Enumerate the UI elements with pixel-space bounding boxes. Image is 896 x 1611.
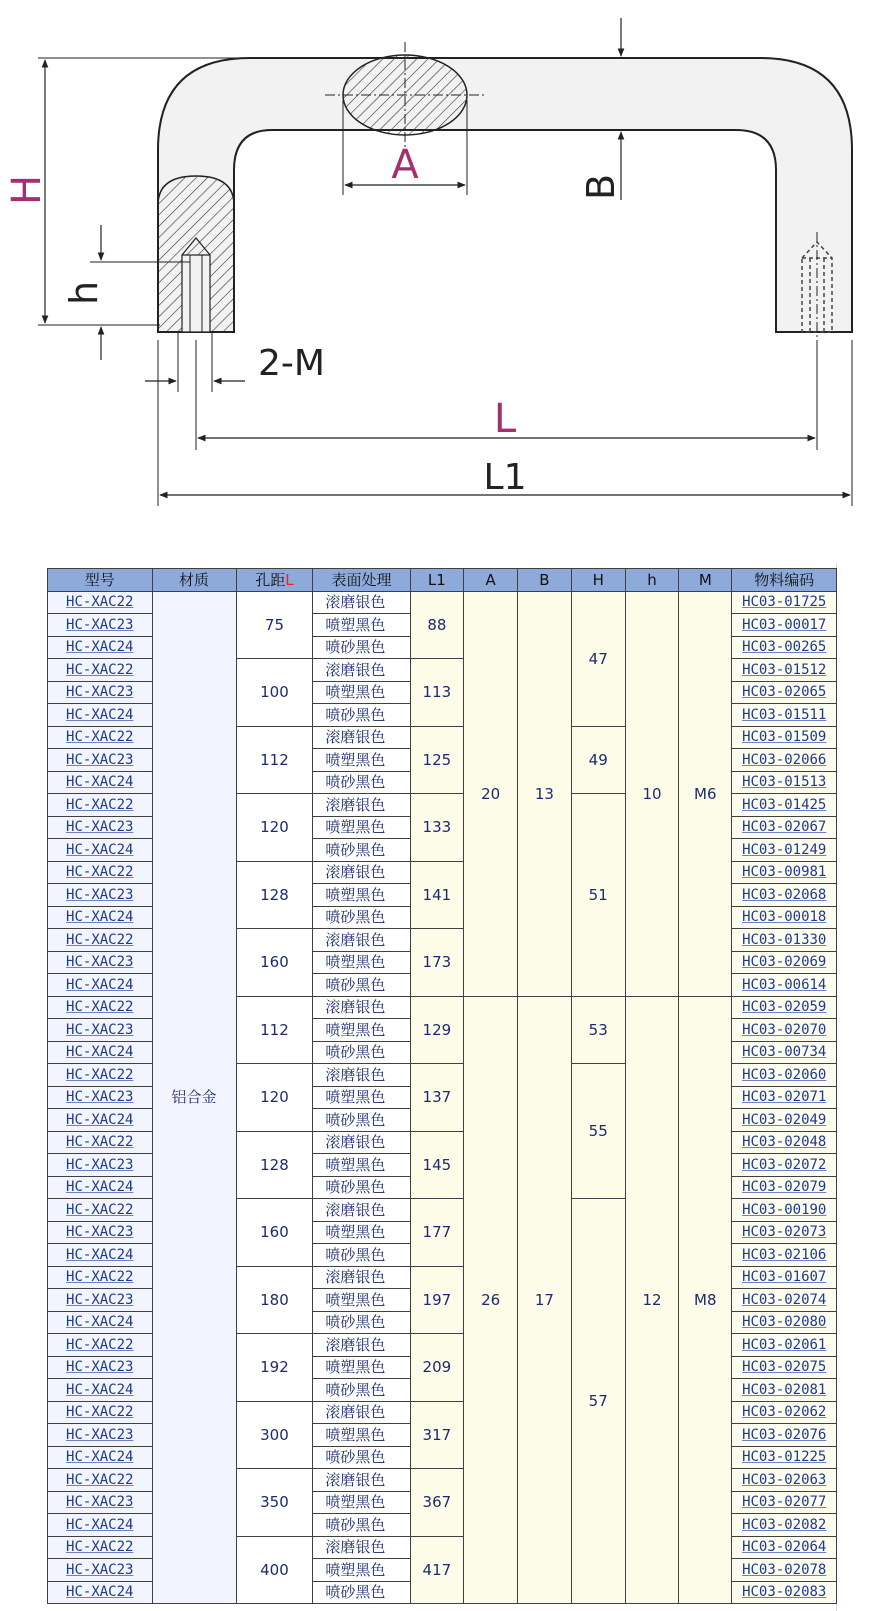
finish-cell: 滚磨银色 — [313, 1131, 410, 1154]
finish-cell: 喷塑黑色 — [313, 681, 410, 704]
a-cell: 26 — [464, 996, 518, 1604]
model-cell: HC-XAC23 — [48, 1356, 153, 1379]
code-cell: HC03-02076 — [732, 1424, 837, 1447]
model-cell: HC-XAC23 — [48, 1559, 153, 1582]
header-l1: L1 — [410, 569, 463, 592]
code-cell: HC03-02060 — [732, 1064, 837, 1087]
b-cell: 17 — [518, 996, 571, 1604]
code-cell: HC03-02048 — [732, 1131, 837, 1154]
code-cell: HC03-02079 — [732, 1176, 837, 1199]
finish-cell: 滚磨银色 — [313, 1469, 410, 1492]
finish-cell: 喷塑黑色 — [313, 1154, 410, 1177]
finish-cell: 喷塑黑色 — [313, 884, 410, 907]
l1-cell: 133 — [410, 794, 463, 862]
code-cell: HC03-01511 — [732, 704, 837, 727]
code-cell: HC03-01330 — [732, 929, 837, 952]
model-cell: HC-XAC22 — [48, 861, 153, 884]
model-cell: HC-XAC23 — [48, 1086, 153, 1109]
finish-cell: 喷砂黑色 — [313, 1379, 410, 1402]
finish-cell: 滚磨银色 — [313, 1199, 410, 1222]
pitch-cell: 160 — [236, 929, 313, 997]
pitch-cell: 400 — [236, 1536, 313, 1604]
model-cell: HC-XAC24 — [48, 704, 153, 727]
finish-cell: 喷塑黑色 — [313, 1019, 410, 1042]
handle-drawing — [0, 0, 896, 540]
l1-cell: 125 — [410, 726, 463, 794]
code-cell: HC03-02059 — [732, 996, 837, 1019]
model-cell: HC-XAC23 — [48, 1289, 153, 1312]
model-cell: HC-XAC22 — [48, 1199, 153, 1222]
model-cell: HC-XAC23 — [48, 884, 153, 907]
l1-cell: 145 — [410, 1131, 463, 1199]
model-cell: HC-XAC23 — [48, 1154, 153, 1177]
header-finish: 表面处理 — [313, 569, 410, 592]
model-cell: HC-XAC22 — [48, 1064, 153, 1087]
code-cell: HC03-01225 — [732, 1446, 837, 1469]
code-cell: HC03-02049 — [732, 1109, 837, 1132]
pitch-cell: 180 — [236, 1266, 313, 1334]
model-cell: HC-XAC22 — [48, 1334, 153, 1357]
finish-cell: 喷塑黑色 — [313, 614, 410, 637]
code-cell: HC03-02083 — [732, 1581, 837, 1604]
code-cell: HC03-02062 — [732, 1401, 837, 1424]
code-cell: HC03-02064 — [732, 1536, 837, 1559]
code-cell: HC03-02080 — [732, 1311, 837, 1334]
header-material: 材质 — [152, 569, 236, 592]
l1-cell: 177 — [410, 1199, 463, 1267]
finish-cell: 喷砂黑色 — [313, 1176, 410, 1199]
b-cell: 13 — [518, 591, 571, 996]
code-cell: HC03-02066 — [732, 749, 837, 772]
pitch-cell: 120 — [236, 1064, 313, 1132]
H-cell: 53 — [571, 996, 625, 1064]
model-cell: HC-XAC22 — [48, 1131, 153, 1154]
pitch-cell: 300 — [236, 1401, 313, 1469]
dim-a-label: A — [391, 142, 419, 188]
model-cell: HC-XAC22 — [48, 1536, 153, 1559]
l1-cell: 209 — [410, 1334, 463, 1402]
model-cell: HC-XAC24 — [48, 1514, 153, 1537]
left-thread-hole — [182, 255, 210, 332]
model-cell: HC-XAC23 — [48, 951, 153, 974]
table-row — [48, 591, 837, 614]
l1-cell: 417 — [410, 1536, 463, 1604]
dim-l-label: L — [493, 396, 517, 442]
material-cell: 铝合金 — [152, 591, 236, 1604]
l1-cell: 137 — [410, 1064, 463, 1132]
model-cell: HC-XAC24 — [48, 1311, 153, 1334]
finish-cell: 滚磨银色 — [313, 996, 410, 1019]
model-cell: HC-XAC22 — [48, 996, 153, 1019]
finish-cell: 喷塑黑色 — [313, 1424, 410, 1447]
finish-cell: 喷砂黑色 — [313, 1446, 410, 1469]
code-cell: HC03-00734 — [732, 1041, 837, 1064]
finish-cell: 喷塑黑色 — [313, 1221, 410, 1244]
finish-cell: 喷砂黑色 — [313, 839, 410, 862]
model-cell: HC-XAC23 — [48, 1424, 153, 1447]
finish-cell: 滚磨银色 — [313, 1266, 410, 1289]
l1-cell: 197 — [410, 1266, 463, 1334]
H-cell: 49 — [571, 726, 625, 794]
finish-cell: 喷塑黑色 — [313, 749, 410, 772]
model-cell: HC-XAC23 — [48, 816, 153, 839]
finish-cell: 喷砂黑色 — [313, 771, 410, 794]
code-cell: HC03-02078 — [732, 1559, 837, 1582]
code-cell: HC03-01513 — [732, 771, 837, 794]
code-cell: HC03-00018 — [732, 906, 837, 929]
model-cell: HC-XAC24 — [48, 906, 153, 929]
finish-cell: 喷砂黑色 — [313, 1581, 410, 1604]
finish-cell: 喷砂黑色 — [313, 974, 410, 997]
l1-cell: 113 — [410, 659, 463, 727]
l1-cell: 173 — [410, 929, 463, 997]
finish-cell: 喷砂黑色 — [313, 1244, 410, 1267]
m-cell: M6 — [679, 591, 732, 996]
pitch-cell: 350 — [236, 1469, 313, 1537]
finish-cell: 喷塑黑色 — [313, 951, 410, 974]
spec-table — [47, 568, 837, 1604]
header-pitch: 孔距L — [236, 569, 313, 592]
model-cell: HC-XAC24 — [48, 771, 153, 794]
model-cell: HC-XAC23 — [48, 614, 153, 637]
model-cell: HC-XAC24 — [48, 1109, 153, 1132]
code-cell: HC03-01725 — [732, 591, 837, 614]
model-cell: HC-XAC23 — [48, 1019, 153, 1042]
finish-cell: 滚磨银色 — [313, 794, 410, 817]
code-cell: HC03-01249 — [732, 839, 837, 862]
header-m: M — [679, 569, 732, 592]
code-cell: HC03-02073 — [732, 1221, 837, 1244]
dim-small-h-label: h — [62, 280, 106, 305]
model-cell: HC-XAC24 — [48, 1379, 153, 1402]
model-cell: HC-XAC24 — [48, 974, 153, 997]
pitch-cell: 75 — [236, 591, 313, 659]
model-cell: HC-XAC22 — [48, 591, 153, 614]
pitch-cell: 192 — [236, 1334, 313, 1402]
model-cell: HC-XAC24 — [48, 1581, 153, 1604]
model-cell: HC-XAC22 — [48, 659, 153, 682]
model-cell: HC-XAC24 — [48, 839, 153, 862]
model-cell: HC-XAC24 — [48, 1446, 153, 1469]
code-cell: HC03-02067 — [732, 816, 837, 839]
finish-cell: 喷塑黑色 — [313, 1559, 410, 1582]
header-model: 型号 — [48, 569, 153, 592]
finish-cell: 喷砂黑色 — [313, 1311, 410, 1334]
finish-cell: 滚磨银色 — [313, 1064, 410, 1087]
code-cell: HC03-02082 — [732, 1514, 837, 1537]
l1-cell: 367 — [410, 1469, 463, 1537]
dim-b-label: B — [579, 173, 623, 200]
header-a: A — [464, 569, 518, 592]
finish-cell: 喷塑黑色 — [313, 1086, 410, 1109]
H-cell: 51 — [571, 794, 625, 997]
model-cell: HC-XAC22 — [48, 794, 153, 817]
model-cell: HC-XAC22 — [48, 726, 153, 749]
H-cell: 57 — [571, 1199, 625, 1604]
finish-cell: 喷砂黑色 — [313, 1041, 410, 1064]
l1-cell: 88 — [410, 591, 463, 659]
finish-cell: 喷塑黑色 — [313, 1356, 410, 1379]
code-cell: HC03-01509 — [732, 726, 837, 749]
pitch-cell: 120 — [236, 794, 313, 862]
pitch-cell: 160 — [236, 1199, 313, 1267]
model-cell: HC-XAC24 — [48, 1244, 153, 1267]
finish-cell: 喷塑黑色 — [313, 1491, 410, 1514]
code-cell: HC03-02061 — [732, 1334, 837, 1357]
dim-l1-label: L1 — [483, 457, 527, 498]
code-cell: HC03-02074 — [732, 1289, 837, 1312]
finish-cell: 滚磨银色 — [313, 1334, 410, 1357]
finish-cell: 喷塑黑色 — [313, 1289, 410, 1312]
code-cell: HC03-01607 — [732, 1266, 837, 1289]
finish-cell: 喷砂黑色 — [313, 1109, 410, 1132]
finish-cell: 滚磨银色 — [313, 929, 410, 952]
handle-outline — [158, 58, 852, 332]
code-cell: HC03-02106 — [732, 1244, 837, 1267]
code-cell: HC03-02063 — [732, 1469, 837, 1492]
m-cell: M8 — [679, 996, 732, 1604]
header-H: H — [571, 569, 625, 592]
finish-cell: 滚磨银色 — [313, 1401, 410, 1424]
model-cell: HC-XAC22 — [48, 1266, 153, 1289]
pitch-cell: 128 — [236, 861, 313, 929]
code-cell: HC03-02072 — [732, 1154, 837, 1177]
model-cell: HC-XAC23 — [48, 681, 153, 704]
code-cell: HC03-00017 — [732, 614, 837, 637]
code-cell: HC03-00190 — [732, 1199, 837, 1222]
header-b: B — [518, 569, 571, 592]
model-cell: HC-XAC24 — [48, 1041, 153, 1064]
finish-cell: 滚磨银色 — [313, 1536, 410, 1559]
code-cell: HC03-02065 — [732, 681, 837, 704]
model-cell: HC-XAC22 — [48, 1469, 153, 1492]
code-cell: HC03-00614 — [732, 974, 837, 997]
code-cell: HC03-02077 — [732, 1491, 837, 1514]
code-cell: HC03-00981 — [732, 861, 837, 884]
finish-cell: 滚磨银色 — [313, 861, 410, 884]
code-cell: HC03-02071 — [732, 1086, 837, 1109]
header-code: 物料编码 — [732, 569, 837, 592]
table-header-row — [48, 569, 837, 592]
code-cell: HC03-02081 — [732, 1379, 837, 1402]
finish-cell: 滚磨银色 — [313, 591, 410, 614]
h-cell: 10 — [625, 591, 678, 996]
code-cell: HC03-01425 — [732, 794, 837, 817]
model-cell: HC-XAC24 — [48, 1176, 153, 1199]
code-cell: HC03-02068 — [732, 884, 837, 907]
l1-cell: 317 — [410, 1401, 463, 1469]
finish-cell: 喷塑黑色 — [313, 816, 410, 839]
code-cell: HC03-02069 — [732, 951, 837, 974]
finish-cell: 喷砂黑色 — [313, 704, 410, 727]
model-cell: HC-XAC23 — [48, 749, 153, 772]
dim-m-label: 2-M — [258, 343, 325, 384]
pitch-cell: 128 — [236, 1131, 313, 1199]
finish-cell: 喷砂黑色 — [313, 1514, 410, 1537]
model-cell: HC-XAC24 — [48, 636, 153, 659]
finish-cell: 喷砂黑色 — [313, 906, 410, 929]
l1-cell: 141 — [410, 861, 463, 929]
H-cell: 47 — [571, 591, 625, 726]
H-cell: 55 — [571, 1064, 625, 1199]
code-cell: HC03-02075 — [732, 1356, 837, 1379]
l1-cell: 129 — [410, 996, 463, 1064]
model-cell: HC-XAC23 — [48, 1491, 153, 1514]
code-cell: HC03-00265 — [732, 636, 837, 659]
model-cell: HC-XAC22 — [48, 929, 153, 952]
dim-h-label: H — [4, 174, 50, 205]
pitch-cell: 112 — [236, 996, 313, 1064]
finish-cell: 滚磨银色 — [313, 659, 410, 682]
finish-cell: 滚磨银色 — [313, 726, 410, 749]
code-cell: HC03-02070 — [732, 1019, 837, 1042]
model-cell: HC-XAC22 — [48, 1401, 153, 1424]
pitch-cell: 112 — [236, 726, 313, 794]
model-cell: HC-XAC23 — [48, 1221, 153, 1244]
h-cell: 12 — [625, 996, 678, 1604]
finish-cell: 喷砂黑色 — [313, 636, 410, 659]
pitch-cell: 100 — [236, 659, 313, 727]
header-h: h — [625, 569, 678, 592]
a-cell: 20 — [464, 591, 518, 996]
code-cell: HC03-01512 — [732, 659, 837, 682]
